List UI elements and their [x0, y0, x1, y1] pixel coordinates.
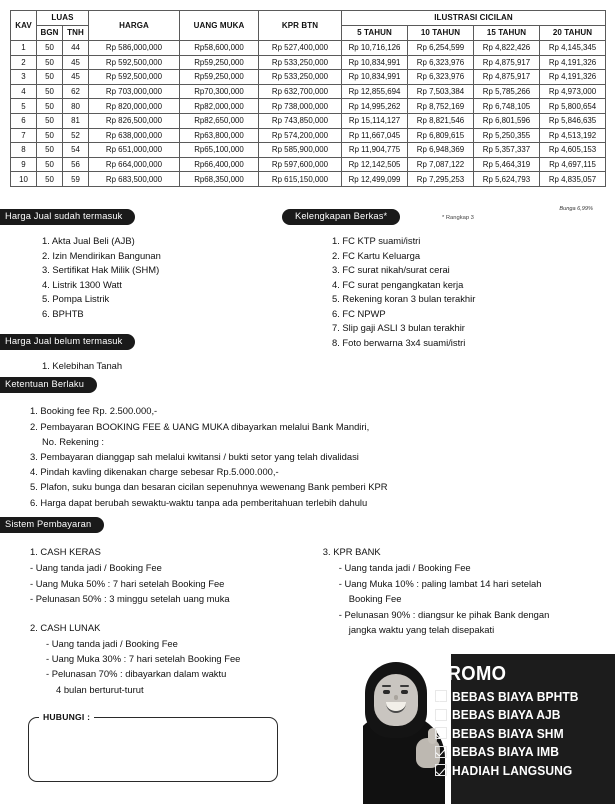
- cell-bgn: 50: [37, 143, 63, 158]
- included-title: Harga Jual sudah termasuk: [0, 209, 135, 226]
- cell-tnh: 52: [63, 128, 89, 143]
- cash-keras-item-2: - Uang Muka 50% : 7 hari setelah Booking Fee: [30, 577, 225, 589]
- cell-kpr-btn: Rp 597,600,000: [259, 157, 342, 172]
- promo-list-item: [435, 707, 587, 722]
- cell-cicilan-20: Rp 4,191,326: [540, 55, 606, 70]
- promo-list-item: [435, 689, 587, 704]
- cell-harga: Rp 664,000,000: [89, 157, 180, 172]
- kpr-bank-item-2-cont: Booking Fee: [348, 593, 402, 605]
- cell-cicilan-15: Rp 4,822,426: [474, 41, 540, 56]
- photo-face: [374, 674, 418, 726]
- cell-cicilan-5: Rp 10,834,991: [342, 70, 408, 85]
- kpr-bank-item-2: - Uang Muka 10% : paling lambat 14 hari setelah: [338, 577, 542, 589]
- cell-bgn: 50: [37, 99, 63, 114]
- promo-list-item: [435, 726, 587, 741]
- excluded-list-item: 1. Kelebihan Tanah: [42, 360, 123, 372]
- cell-cicilan-10: Rp 8,821,546: [408, 113, 474, 128]
- cell-cicilan-20: Rp 4,697,115: [540, 157, 606, 172]
- table-row: [11, 84, 606, 99]
- header-kpr-btn: KPR BTN: [259, 11, 342, 41]
- cell-bgn: 50: [37, 157, 63, 172]
- cell-bgn: 50: [37, 128, 63, 143]
- cell-kpr-btn: Rp 533,250,000: [259, 70, 342, 85]
- section-excluded: [5, 331, 306, 374]
- promo-list-item: [435, 763, 587, 778]
- cell-kav: 1: [11, 41, 37, 56]
- price-table-container: [10, 10, 605, 212]
- header-luas: LUAS: [37, 11, 89, 26]
- cell-bgn: 50: [37, 70, 63, 85]
- cell-cicilan-10: Rp 6,948,369: [408, 143, 474, 158]
- cell-kpr-btn: Rp 738,000,000: [259, 99, 342, 114]
- ketentuan-pill-row: [0, 374, 596, 393]
- cell-kav: 4: [11, 84, 37, 99]
- header-uang-muka: UANG MUKA: [180, 11, 259, 41]
- cell-uang-muka: Rp63,800,000: [180, 128, 259, 143]
- cell-cicilan-20: Rp 4,605,153: [540, 143, 606, 158]
- included-list-item: 3. Sertifikat Hak Milik (SHM): [42, 264, 160, 276]
- cell-cicilan-5: Rp 11,667,045: [342, 128, 408, 143]
- included-list-item: 5. Pompa Listrik: [42, 293, 110, 305]
- promo-list: [435, 689, 587, 778]
- berkas-title: Kelengkapan Berkas*: [282, 209, 400, 226]
- cell-uang-muka: Rp70,300,000: [180, 84, 259, 99]
- cell-kpr-btn: Rp 533,250,000: [259, 55, 342, 70]
- cell-bgn: 50: [37, 41, 63, 56]
- promo-item-label: BEBAS BIAYA BPHTB: [452, 688, 579, 704]
- checkmark-icon: [435, 727, 447, 739]
- cell-uang-muka: Rp82,000,000: [180, 99, 259, 114]
- checkmark-icon: [435, 764, 447, 776]
- bunga-note: Bunga 6,99%: [559, 206, 593, 212]
- cell-kav: 3: [11, 70, 37, 85]
- section-berkas: [295, 206, 606, 350]
- berkas-list: [306, 234, 606, 350]
- table-row: [11, 157, 606, 172]
- cell-tnh: 45: [63, 70, 89, 85]
- hubungi-value[interactable]: [29, 718, 277, 746]
- cell-tnh: 80: [63, 99, 89, 114]
- table-header-row-1: [11, 11, 606, 26]
- ketentuan-item-text: 3. Pembayaran dianggap sah melalui kwitansi / bukti setor yang telah divalidasi: [30, 450, 359, 462]
- included-pill-row: [0, 206, 306, 225]
- header-ilustrasi-cicilan: ILUSTRASI CICILAN: [342, 11, 606, 26]
- ketentuan-list-item: [30, 449, 596, 464]
- table-row: [11, 55, 606, 70]
- cash-keras-item-3: - Pelunasan 50% : 3 minggu setelah uang muka: [30, 593, 230, 605]
- cell-cicilan-20: Rp 5,846,635: [540, 113, 606, 128]
- sistem-title: Sistem Pembayaran: [0, 517, 104, 534]
- cell-cicilan-5: Rp 12,855,694: [342, 84, 408, 99]
- included-list: [16, 234, 306, 321]
- cell-cicilan-10: Rp 6,254,599: [408, 41, 474, 56]
- header-20-tahun: 20 TAHUN: [540, 26, 606, 41]
- cell-kpr-btn: Rp 615,150,000: [259, 172, 342, 187]
- cash-lunak-item-1: - Uang tanda jadi / Booking Fee: [46, 637, 178, 649]
- header-bgn: BGN: [37, 26, 63, 41]
- cell-cicilan-10: Rp 8,752,169: [408, 99, 474, 114]
- cell-cicilan-20: Rp 4,973,000: [540, 84, 606, 99]
- header-kav: KAV: [11, 11, 37, 41]
- kpr-bank-item-1: - Uang tanda jadi / Booking Fee: [338, 562, 471, 574]
- cell-harga: Rp 820,000,000: [89, 99, 180, 114]
- cell-cicilan-5: Rp 11,904,775: [342, 143, 408, 158]
- excluded-title: Harga Jual belum termasuk: [0, 334, 135, 351]
- cell-cicilan-5: Rp 15,114,127: [342, 113, 408, 128]
- included-list-item: 1. Akta Jual Beli (AJB): [42, 235, 135, 247]
- promo-item-label: BEBAS BIAYA IMB: [452, 744, 560, 759]
- table-row: [11, 41, 606, 56]
- cell-kpr-btn: Rp 527,400,000: [259, 41, 342, 56]
- cash-lunak-item-3-cont: 4 bulan berturut-turut: [56, 683, 144, 695]
- cell-cicilan-20: Rp 4,513,192: [540, 128, 606, 143]
- price-table-head: [11, 11, 606, 41]
- berkas-note: * Rangkap 3: [442, 215, 474, 221]
- promo-title: PROMO: [435, 663, 507, 685]
- excluded-pill-row: [0, 331, 306, 350]
- cash-lunak-item-3: - Pelunasan 70% : dibayarkan dalam waktu: [46, 668, 227, 680]
- cell-cicilan-15: Rp 4,875,917: [474, 70, 540, 85]
- cell-cicilan-15: Rp 6,801,596: [474, 113, 540, 128]
- ketentuan-item-cont: No. Rekening :: [42, 435, 105, 447]
- cell-cicilan-20: Rp 4,145,345: [540, 41, 606, 56]
- cell-cicilan-15: Rp 5,624,793: [474, 172, 540, 187]
- table-row: [11, 128, 606, 143]
- ketentuan-item-text: 6. Harga dapat berubah sewaktu-waktu tanpa ada pemberitahuan terlebih dahulu: [30, 496, 368, 508]
- promo-item-label: BEBAS BIAYA AJB: [452, 707, 561, 722]
- promo-item-label: BEBAS BIAYA SHM: [452, 725, 564, 741]
- sistem-pill-row: [0, 514, 596, 533]
- cell-kpr-btn: Rp 743,850,000: [259, 113, 342, 128]
- promo-panel: [363, 654, 615, 804]
- cell-kav: 9: [11, 157, 37, 172]
- cell-tnh: 45: [63, 55, 89, 70]
- cell-uang-muka: Rp68,350,000: [180, 172, 259, 187]
- checkmark-icon: [435, 709, 447, 721]
- checkmark-icon: [435, 746, 447, 758]
- included-list-item: 4. Listrik 1300 Watt: [42, 278, 122, 290]
- cell-bgn: 50: [37, 55, 63, 70]
- cell-harga: Rp 592,500,000: [89, 55, 180, 70]
- included-list-item: 6. BPHTB: [42, 307, 84, 319]
- kpr-bank-title: 3. KPR BANK: [322, 546, 381, 558]
- cell-harga: Rp 703,000,000: [89, 84, 180, 99]
- ketentuan-item-text: 2. Pembayaran BOOKING FEE & UANG MUKA dibayarkan melalui Bank Mandiri,: [30, 420, 370, 432]
- price-table-body: [11, 41, 606, 187]
- cell-cicilan-5: Rp 10,716,126: [342, 41, 408, 56]
- hubungi-label: HUBUNGI :: [39, 712, 94, 722]
- header-tnh: TNH: [63, 26, 89, 41]
- ketentuan-item-text: 5. Plafon, suku bunga dan besaran cicilan sepenuhnya wewenang Bank pemberi KPR: [30, 481, 388, 493]
- cell-harga: Rp 651,000,000: [89, 143, 180, 158]
- checkmark-icon: [435, 690, 447, 702]
- cell-cicilan-20: Rp 5,800,654: [540, 99, 606, 114]
- promo-list-item: [435, 744, 587, 759]
- header-harga: HARGA: [89, 11, 180, 41]
- cell-harga: Rp 826,500,000: [89, 113, 180, 128]
- ketentuan-item-text: 1. Booking fee Rp. 2.500.000,-: [30, 405, 158, 417]
- cell-uang-muka: Rp82,650,000: [180, 113, 259, 128]
- cell-uang-muka: Rp65,100,000: [180, 143, 259, 158]
- table-row: [11, 172, 606, 187]
- berkas-pill-row: [282, 206, 606, 225]
- section-included: [5, 206, 306, 321]
- hubungi-box[interactable]: [28, 712, 278, 782]
- cell-tnh: 62: [63, 84, 89, 99]
- cell-cicilan-5: Rp 14,995,262: [342, 99, 408, 114]
- header-15-tahun: 15 TAHUN: [474, 26, 540, 41]
- promo-content: [435, 663, 587, 778]
- excluded-list: [16, 359, 306, 374]
- photo-brow-right: [400, 685, 409, 687]
- cell-cicilan-15: Rp 4,875,917: [474, 55, 540, 70]
- cell-kpr-btn: Rp 585,900,000: [259, 143, 342, 158]
- berkas-list-item: 7. Slip gaji ASLI 3 bulan terakhir: [332, 322, 465, 334]
- cell-kav: 7: [11, 128, 37, 143]
- berkas-list-item: 2. FC Kartu Keluarga: [332, 249, 421, 261]
- cell-cicilan-5: Rp 10,834,991: [342, 55, 408, 70]
- cell-cicilan-15: Rp 5,250,355: [474, 128, 540, 143]
- payment-gap: [30, 607, 323, 620]
- cell-bgn: 50: [37, 113, 63, 128]
- ketentuan-list-item: [30, 419, 596, 449]
- table-row: [11, 99, 606, 114]
- cell-cicilan-15: Rp 5,357,337: [474, 143, 540, 158]
- cell-tnh: 59: [63, 172, 89, 187]
- kpr-bank-item-3: - Pelunasan 90% : diangsur ke pihak Bank dengan: [338, 608, 550, 620]
- cell-bgn: 50: [37, 172, 63, 187]
- cell-cicilan-10: Rp 6,809,615: [408, 128, 474, 143]
- photo-nose: [394, 695, 398, 700]
- cell-cicilan-5: Rp 12,142,505: [342, 157, 408, 172]
- cell-kpr-btn: Rp 574,200,000: [259, 128, 342, 143]
- cell-cicilan-10: Rp 6,323,976: [408, 55, 474, 70]
- cell-bgn: 50: [37, 84, 63, 99]
- cell-harga: Rp 683,500,000: [89, 172, 180, 187]
- ketentuan-title: Ketentuan Berlaku: [0, 377, 97, 394]
- berkas-list-item: 1. FC KTP suami/istri: [332, 235, 421, 247]
- promo-item-label: HADIAH LANGSUNG: [452, 762, 573, 778]
- cell-cicilan-15: Rp 5,464,319: [474, 157, 540, 172]
- ketentuan-list-item: [30, 403, 596, 418]
- cell-cicilan-5: Rp 12,499,099: [342, 172, 408, 187]
- cash-lunak-item-2: - Uang Muka 30% : 7 hari setelah Booking Fee: [46, 652, 241, 664]
- cell-cicilan-10: Rp 6,323,976: [408, 70, 474, 85]
- cell-cicilan-10: Rp 7,503,384: [408, 84, 474, 99]
- header-10-tahun: 10 TAHUN: [408, 26, 474, 41]
- cash-keras-item-1: - Uang tanda jadi / Booking Fee: [30, 562, 162, 574]
- cell-kav: 5: [11, 99, 37, 114]
- cell-tnh: 54: [63, 143, 89, 158]
- cell-tnh: 56: [63, 157, 89, 172]
- cell-uang-muka: Rp58,600,000: [180, 41, 259, 56]
- ketentuan-list-item: [30, 495, 596, 510]
- cell-harga: Rp 638,000,000: [89, 128, 180, 143]
- cash-keras-title: 1. CASH KERAS: [30, 546, 101, 558]
- ketentuan-list: [16, 403, 596, 509]
- table-row: [11, 70, 606, 85]
- cell-cicilan-20: Rp 4,835,057: [540, 172, 606, 187]
- ketentuan-list-item: [30, 464, 596, 479]
- cell-kav: 8: [11, 143, 37, 158]
- cell-uang-muka: Rp59,250,000: [180, 55, 259, 70]
- cell-kav: 6: [11, 113, 37, 128]
- berkas-list-item: 8. Foto berwarna 3x4 suami/istri: [332, 336, 466, 348]
- ketentuan-list-item: [30, 479, 596, 494]
- photo-eye-left: [383, 690, 390, 694]
- section-ketentuan: [5, 374, 596, 510]
- cell-tnh: 81: [63, 113, 89, 128]
- cell-kav: 10: [11, 172, 37, 187]
- payment-column-left: [30, 544, 323, 697]
- included-list-item: 2. Izin Mendirikan Bangunan: [42, 249, 161, 261]
- cell-tnh: 44: [63, 41, 89, 56]
- berkas-list-item: 5. Rekening koran 3 bulan terakhir: [332, 293, 476, 305]
- table-row: [11, 113, 606, 128]
- cell-cicilan-10: Rp 7,295,253: [408, 172, 474, 187]
- cell-harga: Rp 586,000,000: [89, 41, 180, 56]
- berkas-list-item: 6. FC NPWP: [332, 307, 386, 319]
- cell-cicilan-15: Rp 5,785,266: [474, 84, 540, 99]
- cell-uang-muka: Rp59,250,000: [180, 70, 259, 85]
- cell-harga: Rp 592,500,000: [89, 70, 180, 85]
- berkas-list-item: 4. FC surat pengangkatan kerja: [332, 278, 464, 290]
- photo-brow-left: [382, 685, 391, 687]
- ketentuan-item-text: 4. Pindah kavling dikenakan charge sebesar Rp.5.000.000,-: [30, 466, 279, 478]
- cell-cicilan-10: Rp 7,087,122: [408, 157, 474, 172]
- cell-kpr-btn: Rp 632,700,000: [259, 84, 342, 99]
- cash-lunak-title: 2. CASH LUNAK: [30, 621, 101, 633]
- berkas-list-item: 3. FC surat nikah/surat cerai: [332, 264, 450, 276]
- cell-cicilan-15: Rp 6,748,105: [474, 99, 540, 114]
- cell-cicilan-20: Rp 4,191,326: [540, 70, 606, 85]
- cell-uang-muka: Rp66,400,000: [180, 157, 259, 172]
- price-table: [10, 10, 606, 187]
- kpr-bank-item-3-cont: jangka waktu yang telah disepakati: [348, 623, 495, 635]
- table-row: [11, 143, 606, 158]
- header-5-tahun: 5 TAHUN: [342, 26, 408, 41]
- photo-eye-right: [401, 690, 408, 694]
- cell-kav: 2: [11, 55, 37, 70]
